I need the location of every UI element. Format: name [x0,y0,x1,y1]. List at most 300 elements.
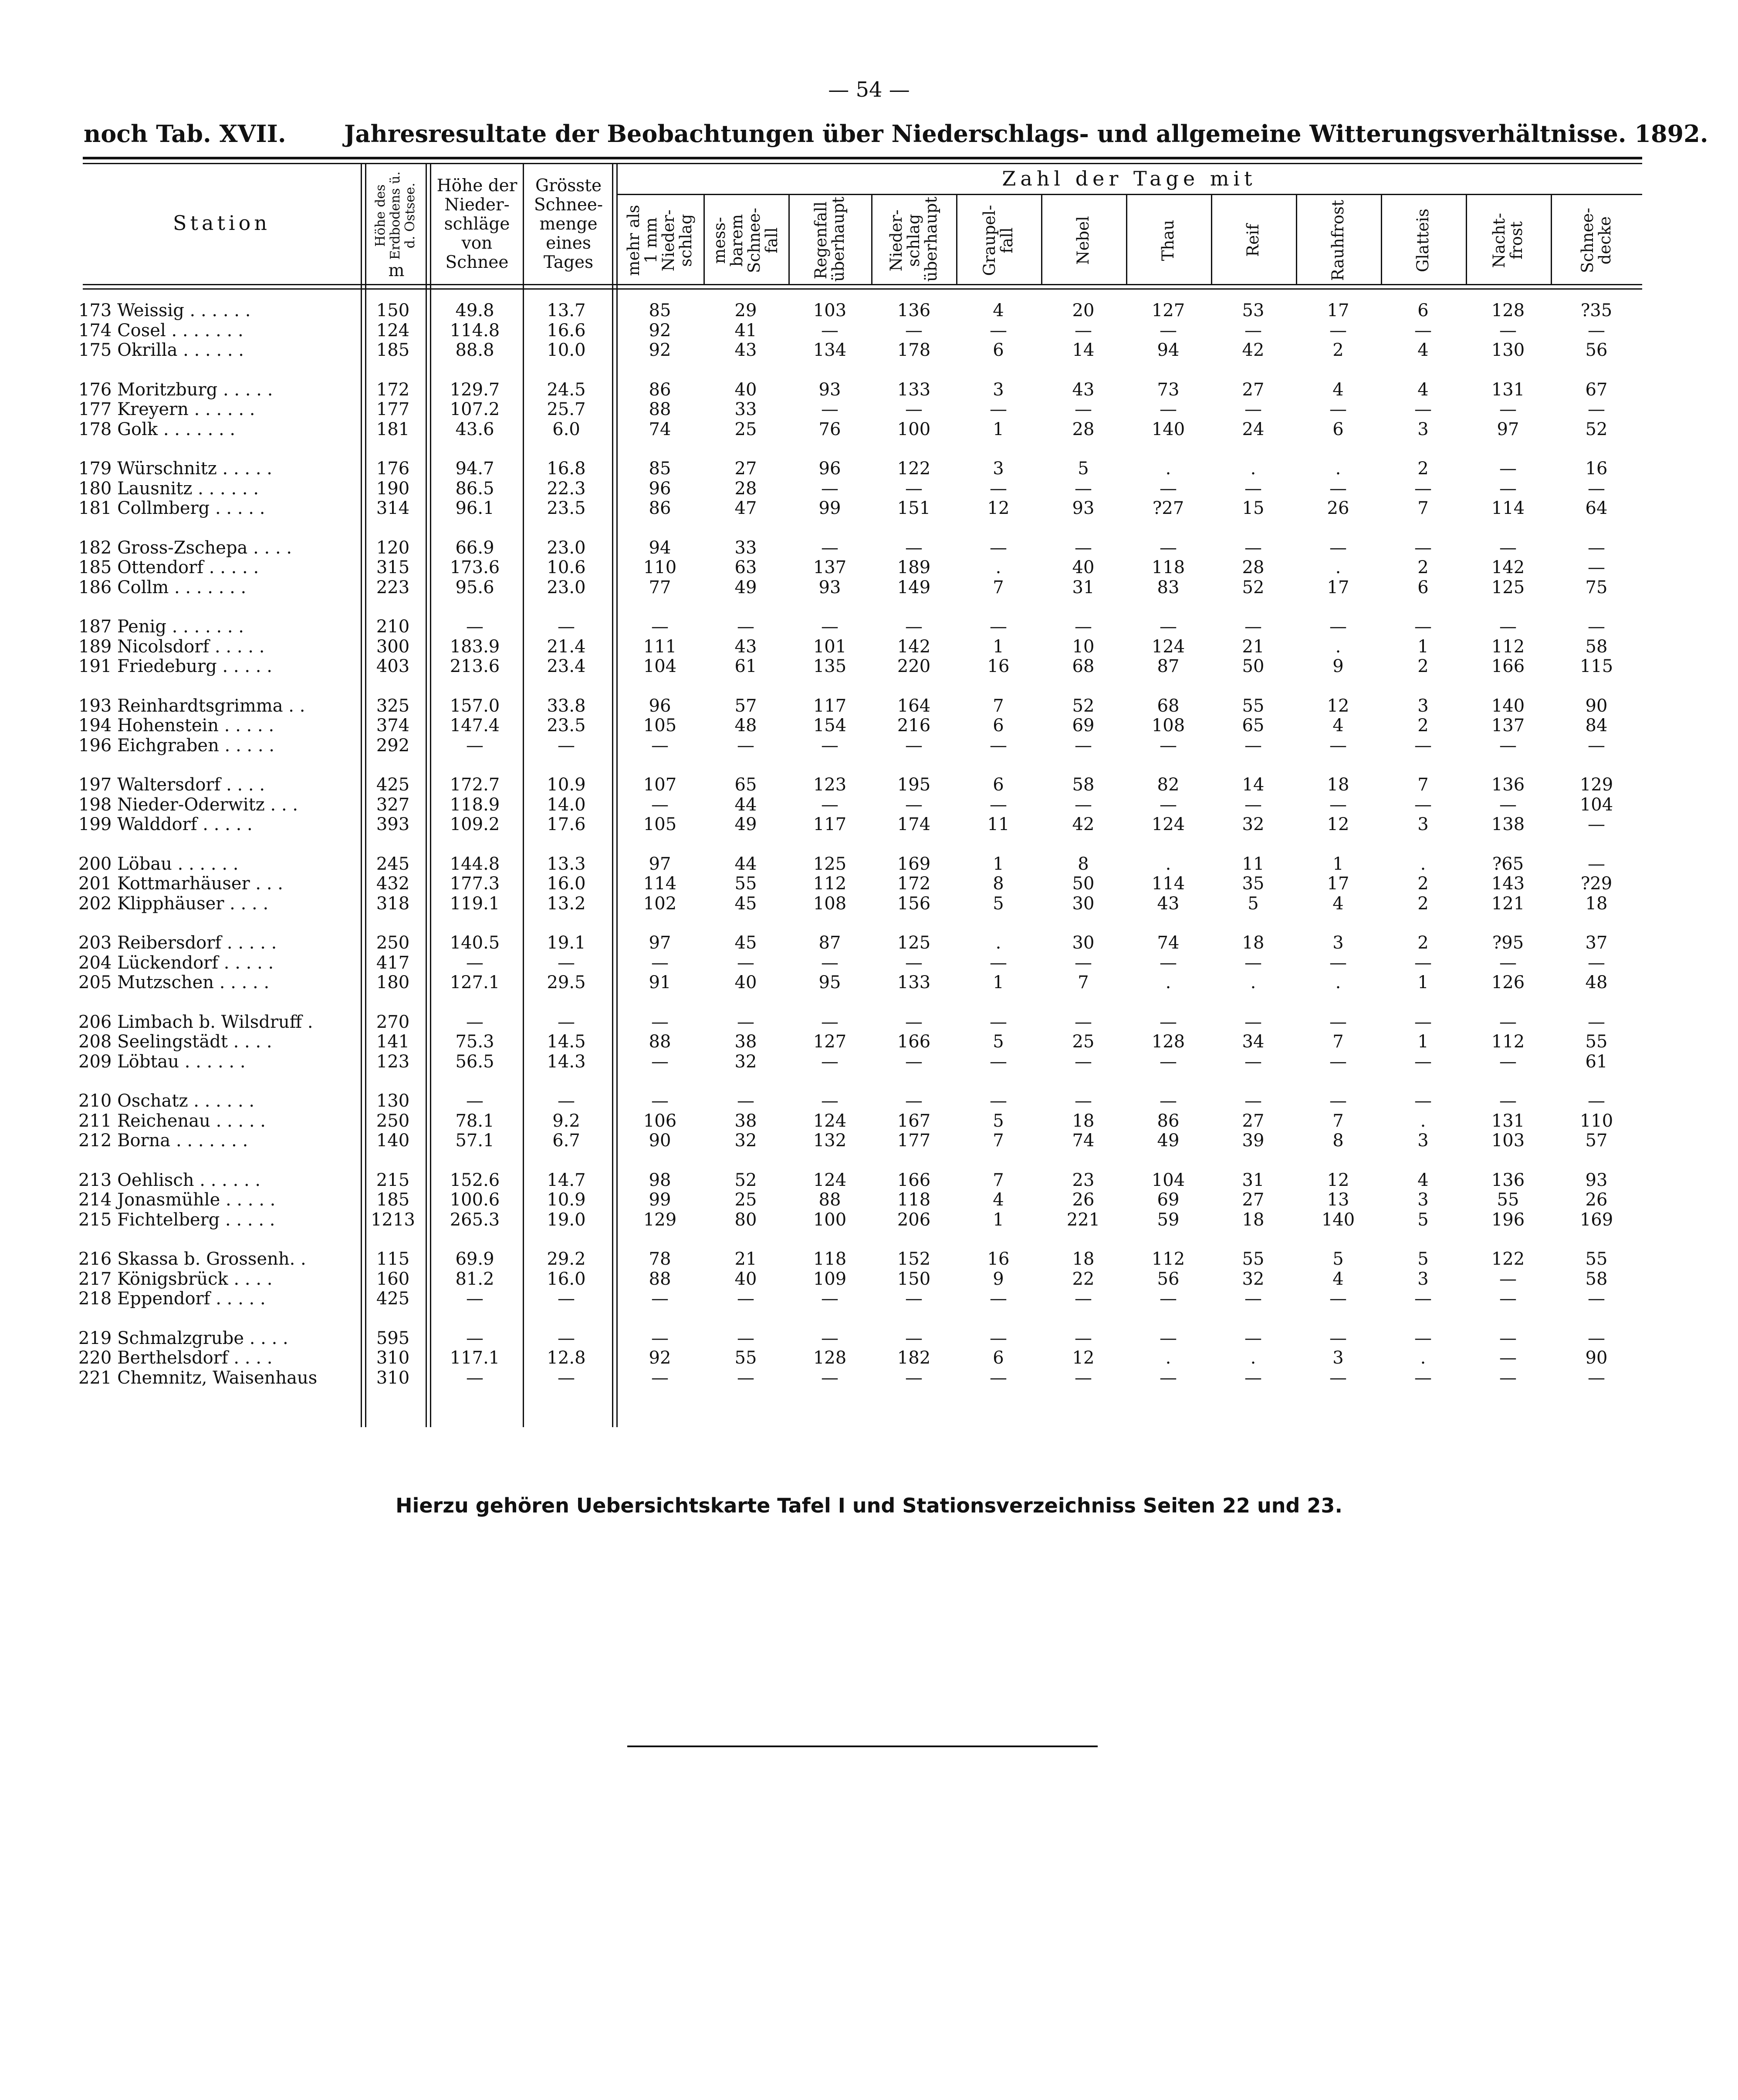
table-cell: 5 [1417,1209,1429,1230]
table-cell: 140.5 [450,933,500,953]
table-cell: — [466,1367,484,1388]
table-cell: 25 [1072,1032,1095,1052]
table-cell: 28 [1242,557,1265,577]
station-name: 216 Skassa b. Grossenh. . [78,1249,306,1269]
table-cell: 124 [1151,814,1185,834]
station-name: 174 Cosel . . . . . . . [78,320,243,341]
table-cell: — [466,952,484,973]
table-cell: — [905,478,923,499]
table-cell: — [990,617,1007,637]
table-cell: . [1420,854,1426,874]
table-cell: 5 [993,1111,1004,1131]
table-cell: 403 [376,656,410,676]
table-cell: 29.2 [547,1249,586,1269]
table-cell: 138 [1491,814,1525,834]
station-name: 210 Oschatz . . . . . . [78,1091,255,1111]
table-cell: 136 [897,300,931,321]
table-cell: 10.0 [547,340,586,360]
table-cell: 124 [813,1111,847,1131]
table-cell: 24 [1242,419,1265,439]
table-cell: 128 [813,1348,847,1368]
table-cell: — [1499,459,1517,479]
table-cell: — [821,1367,839,1388]
station-name: 194 Hohenstein . . . . . [78,716,274,736]
table-cell: ?27 [1152,498,1184,518]
table-cell: 88 [649,1032,671,1052]
table-cell: 1 [993,1209,1004,1230]
station-name: 180 Lausnitz . . . . . . [78,478,259,499]
table-row [78,1210,1642,1230]
table-row [78,775,1642,795]
table-cell: 97 [649,933,671,953]
table-cell: 32 [734,1131,757,1151]
table-cell: 52 [1072,695,1095,716]
table-cell: 180 [376,972,410,993]
table-cell: 117 [813,814,847,834]
table-cell: 17 [1327,300,1349,321]
table-cell: 3 [1417,1269,1429,1289]
table-cell: — [466,735,484,756]
table-cell: — [1414,1012,1432,1032]
table-cell: — [1414,1367,1432,1388]
table-cell: 1 [1332,854,1344,874]
table-cell: 9 [1332,656,1344,676]
table-cell: 16.0 [547,874,586,894]
table-cell: 318 [376,893,410,914]
header-rule-2 [83,288,1642,290]
table-cell: 115 [1579,656,1613,676]
table-cell: — [1160,735,1177,756]
table-cell: 109.2 [450,814,500,834]
table-cell: 43.6 [455,419,494,439]
table-cell: — [990,735,1007,756]
table-cell: 393 [376,814,410,834]
table-cell: 215 [376,1170,410,1190]
table-cell: 12 [987,498,1010,518]
table-cell: 104 [643,656,677,676]
table-row [78,696,1642,716]
table-cell: — [1075,1012,1092,1032]
table-row [78,1111,1642,1131]
table-cell: 176 [376,459,410,479]
table-cell: — [905,1012,923,1032]
table-cell: 181 [376,419,410,439]
table-cell: 29 [734,300,757,321]
station-name: 204 Lückendorf . . . . . [78,952,274,973]
col-line [871,194,872,285]
table-cell: 6 [993,340,1004,360]
table-cell: 166 [897,1170,931,1190]
table-cell: 595 [376,1328,410,1348]
table-cell: — [651,1289,669,1309]
table-cell: 99 [649,1190,671,1210]
table-cell: 1213 [371,1209,415,1230]
table-cell: 3 [1417,419,1429,439]
table-cell: — [558,1091,575,1111]
table-cell: 115 [376,1249,410,1269]
table-cell: — [1499,794,1517,815]
table-cell: 40 [1072,557,1095,577]
table-cell: — [1075,320,1092,341]
station-name: 214 Jonasmühle . . . . . [78,1190,276,1210]
table-cell: — [1499,735,1517,756]
table-cell: 52 [1585,419,1608,439]
table-cell: 128 [1151,1032,1185,1052]
table-cell: — [1588,1091,1605,1111]
table-cell: 4 [1332,379,1344,400]
table-cell: 40 [734,1269,757,1289]
table-cell: 142 [1491,557,1525,577]
table-cell: — [1075,1289,1092,1309]
table-cell: 136 [1491,775,1525,795]
table-cell: 16.6 [547,320,586,341]
table-cell: 206 [897,1209,931,1230]
table-cell: — [1414,1051,1432,1072]
table-cell: 2 [1417,874,1429,894]
table-cell: 5 [1417,1249,1429,1269]
col-line [1041,194,1042,285]
table-cell: 69 [1157,1190,1180,1210]
table-cell: 26 [1072,1190,1095,1210]
table-cell: 6 [993,1348,1004,1368]
table-cell: 38 [734,1032,757,1052]
table-cell: 33 [734,399,757,419]
table-cell: 59 [1157,1209,1180,1230]
table-cell: . [1165,459,1171,479]
table-cell: 80 [734,1209,757,1230]
table-cell: 172 [897,874,931,894]
table-cell: 118 [813,1249,847,1269]
table-cell: 19.0 [547,1209,586,1230]
table-cell: — [737,1091,754,1111]
table-cell: 92 [649,1348,671,1368]
table-cell: — [1075,537,1092,558]
table-cell: 96 [818,459,841,479]
table-cell: 177.3 [450,874,500,894]
table-row [78,577,1642,598]
table-cell: 86 [649,379,671,400]
table-cell: 126 [1491,972,1525,993]
table-cell: 250 [376,1111,410,1131]
table-cell: . [1165,854,1171,874]
table-cell: — [990,1328,1007,1348]
table-row [78,1249,1642,1269]
table-cell: — [651,1091,669,1111]
table-cell: 110 [643,557,677,577]
table-cell: 174 [897,814,931,834]
table-cell: 43 [734,340,757,360]
table-cell: 2 [1417,656,1429,676]
table-cell: 1 [993,972,1004,993]
table-cell: ?95 [1492,933,1524,953]
table-row [78,300,1642,321]
table-cell: 2 [1332,340,1344,360]
table-cell: 90 [649,1131,671,1151]
table-cell: 140 [1151,419,1185,439]
table-cell: 34 [1242,1032,1265,1052]
table-cell: — [990,320,1007,341]
table-cell: 1 [993,854,1004,874]
table-cell: 18 [1242,1209,1265,1230]
table-cell: — [1588,537,1605,558]
table-row [78,538,1642,558]
table-cell: 17.6 [547,814,586,834]
table-cell: 48 [1585,972,1608,993]
station-name: 206 Limbach b. Wilsdruff . [78,1012,313,1032]
table-cell: 137 [813,557,847,577]
table-cell: — [1075,952,1092,973]
table-cell: — [990,478,1007,499]
table-cell: 177 [897,1131,931,1151]
table-cell: — [1499,1051,1517,1072]
table-cell: 3 [1417,814,1429,834]
table-cell: — [821,1328,839,1348]
table-cell: 141 [376,1032,410,1052]
table-cell: 425 [376,1289,410,1309]
table-cell: 86 [1157,1111,1180,1131]
table-cell: 10.6 [547,557,586,577]
table-cell: 32 [734,1051,757,1072]
table-cell: 133 [897,972,931,993]
table-cell: — [905,794,923,815]
table-cell: — [990,1367,1007,1388]
table-cell: 14.0 [547,794,586,815]
col-line [1296,194,1297,285]
table-cell: — [1588,735,1605,756]
table-cell: 117.1 [450,1348,500,1368]
table-cell: . [1250,972,1256,993]
table-cell: 13.2 [547,893,586,914]
table-cell: — [1075,478,1092,499]
table-cell: 167 [897,1111,931,1131]
table-cell: 33 [734,537,757,558]
table-cell: 93 [818,379,841,400]
table-cell: 56 [1585,340,1608,360]
table-cell: 150 [376,300,410,321]
table-cell: 112 [1151,1249,1185,1269]
table-cell: 130 [376,1091,410,1111]
table-cell: 144.8 [450,854,500,874]
table-cell: 103 [1491,1131,1525,1151]
table-cell: 21 [734,1249,757,1269]
table-row [78,479,1642,499]
table-cell: 10 [1072,636,1095,657]
table-cell: 30 [1072,933,1095,953]
table-cell: 39 [1242,1131,1265,1151]
table-cell: — [1499,1348,1517,1368]
table-cell: 55 [1242,1249,1265,1269]
table-row [78,972,1642,993]
days-group-rule [616,194,1642,195]
table-cell: — [1160,1367,1177,1388]
table-cell: 14 [1242,775,1265,795]
table-cell: 43 [734,636,757,657]
table-cell: 210 [376,617,410,637]
table-cell: 12 [1327,695,1349,716]
table-cell: 55 [1242,695,1265,716]
col-line [1211,194,1212,285]
table-cell: — [1329,1091,1347,1111]
table-cell: 27 [1242,379,1265,400]
table-cell: — [558,952,575,973]
table-row [78,1368,1642,1388]
table-cell: — [1588,320,1605,341]
table-cell: 114 [1491,498,1525,518]
station-name: 182 Gross-Zschepa . . . . [78,537,292,558]
table-cell: 118 [897,1190,931,1210]
table-cell: 147.4 [450,716,500,736]
table-cell: 65 [734,775,757,795]
table-cell: — [1244,1289,1262,1309]
table-cell: 103 [813,300,847,321]
table-cell: 172.7 [450,775,500,795]
table-cell: 18 [1072,1249,1095,1269]
col-line [956,194,957,285]
table-cell: — [821,1012,839,1032]
header-fog: Nebel [1074,216,1092,265]
table-cell: 125 [897,933,931,953]
table-cell: — [1588,952,1605,973]
table-cell: — [1329,735,1347,756]
table-cell: 61 [734,656,757,676]
table-cell: 108 [1151,716,1185,736]
table-cell: 5 [1078,459,1089,479]
table-row [78,795,1642,815]
table-cell: — [1160,1328,1177,1348]
table-cell: 31 [1242,1170,1265,1190]
table-cell: 131 [1491,1111,1525,1131]
table-cell: 35 [1242,874,1265,894]
table-cell: 3 [993,459,1004,479]
table-cell: 124 [813,1170,847,1190]
table-cell: 25.7 [547,399,586,419]
table-cell: 32 [1242,814,1265,834]
table-cell: 189 [897,557,931,577]
table-cell: 105 [643,716,677,736]
table-cell: 172 [376,379,410,400]
table-cell: — [905,320,923,341]
table-cell: . [1165,972,1171,993]
station-name: 203 Reibersdorf . . . . . [78,933,277,953]
table-cell: — [905,1328,923,1348]
table-cell: 169 [897,854,931,874]
table-cell: . [1165,1348,1171,1368]
table-reference: noch Tab. XVII. [84,120,286,148]
table-cell: 3 [1332,933,1344,953]
station-name: 213 Oehlisch . . . . . . [78,1170,261,1190]
header-snow-height: Höhe der Nieder-schläge von Schnee [436,176,517,272]
table-cell: 4 [993,1190,1004,1210]
table-cell: 55 [1585,1032,1608,1052]
station-name: 176 Moritzburg . . . . . [78,379,273,400]
station-name: 181 Collmberg . . . . . [78,498,265,518]
table-cell: 84 [1585,716,1608,736]
table-cell: 22 [1072,1269,1095,1289]
table-cell: 122 [1491,1249,1525,1269]
table-cell: 185 [376,1190,410,1210]
table-cell: 50 [1072,874,1095,894]
station-name: 211 Reichenau . . . . . [78,1111,266,1131]
table-cell: . [1335,557,1341,577]
table-cell: 67 [1585,379,1608,400]
table-cell: 78 [649,1249,671,1269]
table-cell: — [1075,617,1092,637]
table-cell: — [1244,1051,1262,1072]
table-cell: 3 [1417,1131,1429,1151]
table-cell: . [1335,636,1341,657]
table-cell: 314 [376,498,410,518]
table-cell: 75 [1585,577,1608,598]
table-cell: 6 [993,775,1004,795]
footnote: Hierzu gehören Uebersichtskarte Tafel I und Stationsverzeichniss Seiten 22 und 23. [396,1494,1342,1517]
table-cell: 28 [1072,419,1095,439]
table-cell: 221 [1066,1209,1100,1230]
table-cell: 140 [376,1131,410,1151]
station-name: 202 Klipphäuser . . . . [78,893,269,914]
table-cell: — [1414,794,1432,815]
station-name: 193 Reinhardtsgrimma . . [78,695,305,716]
table-cell: 112 [1491,636,1525,657]
table-cell: 6.0 [552,419,580,439]
table-cell: 28 [734,478,757,499]
table-cell: . [995,557,1001,577]
table-row [78,1012,1642,1032]
table-cell: 5 [1332,1249,1344,1269]
table-cell: 38 [734,1111,757,1131]
table-cell: 4 [1332,716,1344,736]
table-cell: 64 [1585,498,1608,518]
col-line [1126,194,1127,285]
table-cell: 166 [897,1032,931,1052]
table-cell: 95 [818,972,841,993]
top-rule-thin [83,163,1642,164]
table-cell: — [1075,1091,1092,1111]
table-cell: 7 [993,577,1004,598]
table-cell: — [1075,735,1092,756]
table-cell: 52 [734,1170,757,1190]
station-name: 187 Penig . . . . . . . [78,617,244,637]
table-cell: — [905,399,923,419]
table-cell: 57.1 [455,1131,494,1151]
table-cell: — [1499,1269,1517,1289]
table-cell: — [821,794,839,815]
table-cell: 23.5 [547,498,586,518]
table-cell: 8 [1332,1131,1344,1151]
table-cell: 7 [1417,498,1429,518]
table-cell: 23.5 [547,716,586,736]
top-rule-thick [83,157,1642,159]
table-cell: 44 [734,794,757,815]
table-row [78,637,1642,657]
table-cell: — [1160,537,1177,558]
table-cell: 151 [897,498,931,518]
table-cell: 94.7 [455,459,494,479]
table-cell: 16 [987,1249,1010,1269]
table-cell: . [1250,459,1256,479]
table-cell: — [1414,399,1432,419]
header-hoarfrost: Rauhfrost [1329,200,1347,281]
header-elevation: Höhe des Erdbodens ü. d. Ostsee. [373,171,418,260]
table-cell: — [1244,1328,1262,1348]
table-cell: 104 [1579,794,1613,815]
station-name: 177 Kreyern . . . . . . [78,399,255,419]
table-cell: — [1329,1367,1347,1388]
table-cell: 128 [1491,300,1525,321]
table-cell: 432 [376,874,410,894]
table-cell: 164 [897,695,931,716]
table-cell: 17 [1327,874,1349,894]
table-cell: 94 [649,537,671,558]
